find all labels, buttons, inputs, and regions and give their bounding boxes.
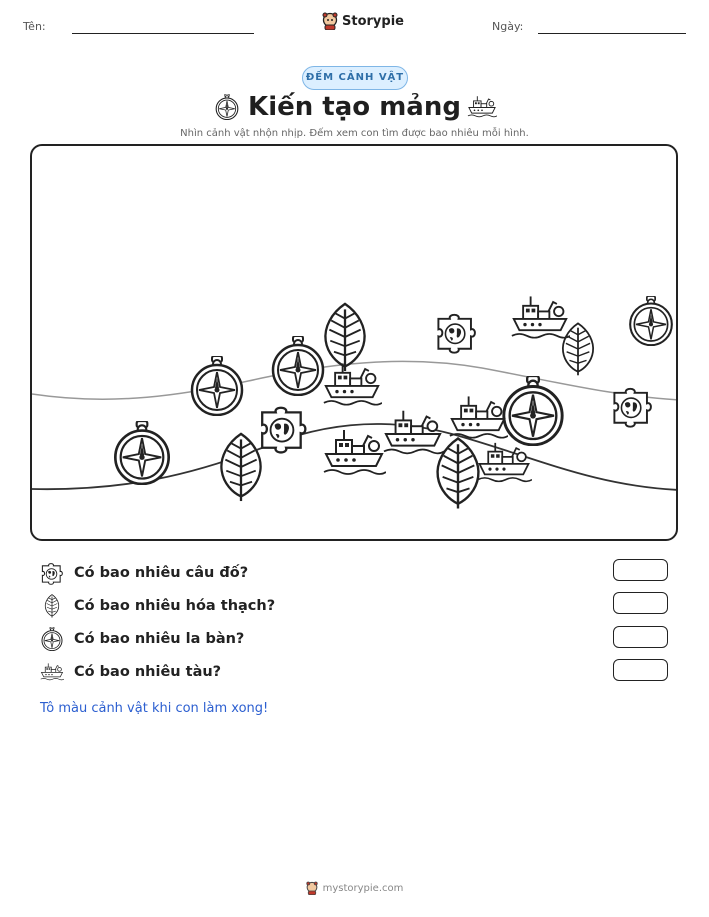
ship <box>384 411 444 454</box>
compass <box>630 296 672 345</box>
brand-name: Storypie <box>342 13 404 29</box>
footer-url[interactable]: mystorypie.com <box>322 882 404 894</box>
question-puzzles <box>40 559 248 587</box>
fossil-leaf <box>221 434 260 501</box>
ship-icon <box>40 660 64 684</box>
compass-icon <box>40 627 64 651</box>
fossil-leaf <box>438 438 479 508</box>
date-field[interactable] <box>538 33 686 34</box>
ship <box>324 430 386 474</box>
ship <box>512 296 570 337</box>
coloring-note: Tô màu cảnh vật khi con làm xong! <box>40 701 269 716</box>
puzzle <box>438 315 475 353</box>
question-text: Có bao nhiêu câu đố? <box>74 565 249 581</box>
category-badge: ĐẾM CẢNH VẬT <box>302 66 408 90</box>
page-title: Kiến tạo mảng <box>248 92 461 122</box>
compass <box>273 336 323 395</box>
instructions: Nhìn cảnh vật nhộn nhịp. Đếm xem con tìm được bao nhiêu mỗi hình. <box>180 128 529 139</box>
puzzle <box>614 389 651 427</box>
compass <box>504 376 562 445</box>
ship <box>478 443 532 482</box>
brand-logo <box>322 12 404 30</box>
name-field[interactable] <box>72 33 254 34</box>
date-label: Ngày: <box>492 20 524 33</box>
fossil-leaf <box>563 323 593 375</box>
compass <box>115 421 168 484</box>
ship <box>324 363 382 404</box>
scene-illustration <box>32 146 678 541</box>
question-fossils <box>40 592 275 620</box>
scene-panel <box>30 144 678 541</box>
question-compasses <box>40 625 244 653</box>
storypie-mascot-icon <box>306 881 318 895</box>
footer <box>0 881 709 895</box>
answer-box-compasses[interactable] <box>613 626 668 648</box>
answer-box-ships[interactable] <box>613 659 668 681</box>
fossil-leaf-icon <box>40 594 64 618</box>
question-ships <box>40 658 221 686</box>
question-text: Có bao nhiêu la bàn? <box>74 631 245 647</box>
name-label: Tên: <box>23 20 46 33</box>
puzzle-icon <box>40 561 64 585</box>
question-text: Có bao nhiêu hóa thạch? <box>74 598 276 614</box>
storypie-mascot-icon <box>322 12 338 30</box>
answer-box-puzzles[interactable] <box>613 559 668 581</box>
ship <box>450 396 508 437</box>
fossil-leaf <box>325 304 364 371</box>
question-text: Có bao nhiêu tàu? <box>74 664 222 680</box>
ship-icon <box>467 94 497 120</box>
puzzle <box>262 408 305 453</box>
compass <box>192 356 242 415</box>
answer-box-fossils[interactable] <box>613 592 668 614</box>
